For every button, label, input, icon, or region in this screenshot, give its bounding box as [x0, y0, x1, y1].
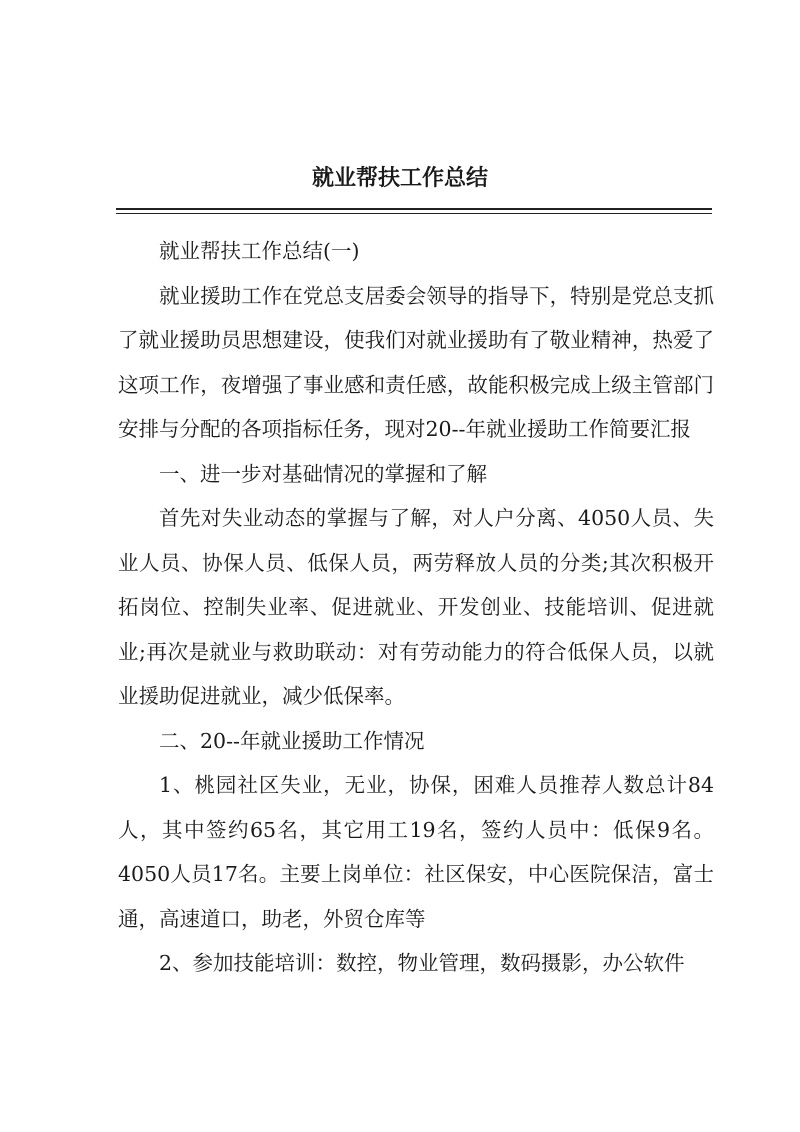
section-heading-1: 一、进一步对基础情况的掌握和了解	[159, 461, 487, 486]
section-heading-2: 二、20--年就业援助工作情况	[159, 728, 425, 753]
title-rule-thin	[116, 213, 712, 214]
paragraph-intro: 就业援助工作在党总支居委会领导的指导下，特别是党总支抓了就业援助员思想建设，使我们对就业援助有了敬业精神，热爱了这项工作，夜增强了事业感和责任感，故能积极完成上级主管部门安排与分配的各项指标任务，现对20--年就业援助工作简要汇报	[118, 283, 714, 441]
paragraph-subtitle: 就业帮扶工作总结(一)	[159, 239, 360, 263]
paragraph-item-1: 1、桃园社区失业，无业，协保，困难人员推荐人数总计84人，其中签约65名，其它用工19名，签约人员中：低保9名。4050人员17名。主要上岗单位：社区保安，中心医院保洁，富士通，高速道口，助老，外贸仓库等	[118, 773, 714, 931]
paragraph-item-2: 2、参加技能培训：数控，物业管理，数码摄影，办公软件	[159, 951, 685, 975]
document-title: 就业帮扶工作总结	[311, 165, 488, 191]
document-body	[118, 229, 714, 986]
title-rule-thick	[116, 208, 712, 210]
paragraph-section-1: 首先对失业动态的掌握与了解，对人户分离、4050人员、失业人员、协保人员、低保人员，两劳释放人员的分类;其次积极开拓岗位、控制失业率、促进就业、开发创业、技能培训、促进就业;再次是就业与救助联动：对有劳动能力的符合低保人员，以就业援助促进就业，减少低保率。	[118, 506, 714, 708]
